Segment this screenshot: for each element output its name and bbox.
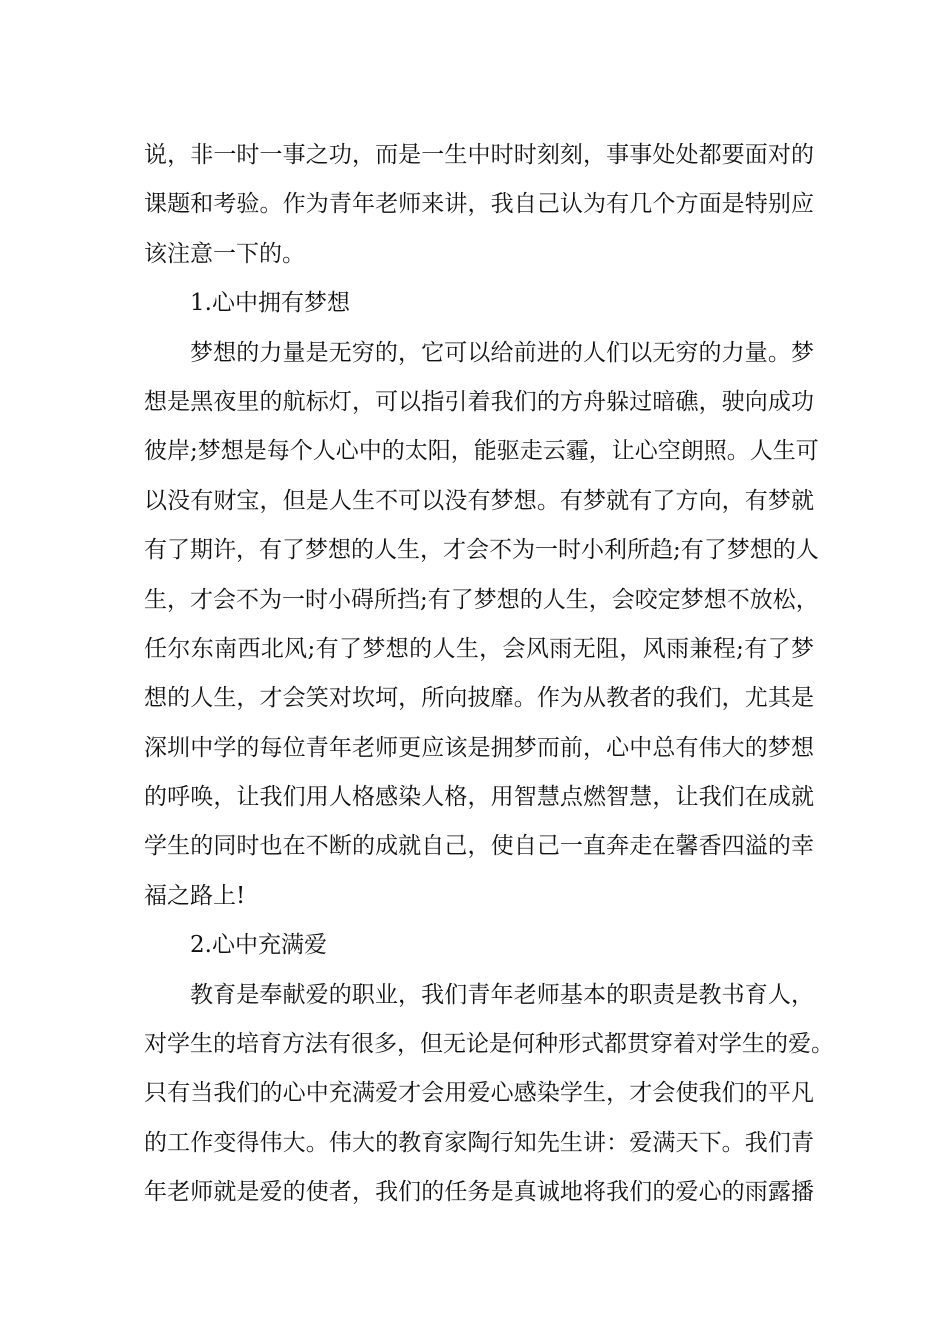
paragraph-line: 的呼唤，让我们用人格感染人格，用智慧点燃智慧，让我们在成就 bbox=[144, 784, 814, 811]
paragraph-line: 深圳中学的每位青年老师更应该是拥梦而前，心中总有伟大的梦想 bbox=[144, 734, 814, 761]
paragraph-line: 福之路上! bbox=[144, 882, 246, 909]
paragraph-line: 想是黑夜里的航标灯，可以指引着我们的方舟躲过暗礁，驶向成功 bbox=[144, 388, 814, 415]
paragraph-line: 有了期许，有了梦想的人生，才会不为一时小利所趋;有了梦想的人 bbox=[144, 537, 819, 564]
paragraph-line: 学生的同时也在不断的成就自己，使自己一直奔走在馨香四溢的幸 bbox=[144, 833, 814, 860]
paragraph-line: 彼岸;梦想是每个人心中的太阳，能驱走云霾，让心空朗照。人生可 bbox=[144, 438, 819, 465]
paragraph-line: 以没有财宝，但是人生不可以没有梦想。有梦就有了方向，有梦就 bbox=[144, 487, 814, 514]
section-heading-1: 1.心中拥有梦想 bbox=[190, 290, 350, 317]
paragraph-line: 只有当我们的心中充满爱才会用爱心感染学生，才会使我们的平凡 bbox=[144, 1080, 814, 1107]
paragraph-line: 对学生的培育方法有很多，但无论是何种形式都贯穿着对学生的爱。 bbox=[144, 1031, 834, 1058]
paragraph-line: 该注意一下的。 bbox=[144, 240, 305, 267]
paragraph-line: 说，非一时一事之功，而是一生中时时刻刻，事事处处都要面对的 bbox=[144, 142, 814, 168]
paragraph-line: 想的人生，才会笑对坎坷，所向披靡。作为从教者的我们，尤其是 bbox=[144, 685, 814, 712]
paragraph-line: 教育是奉献爱的职业，我们青年老师基本的职责是教书育人， bbox=[190, 981, 814, 1008]
paragraph-line: 梦想的力量是无穷的，它可以给前进的人们以无穷的力量。梦 bbox=[190, 339, 814, 366]
paragraph-line: 课题和考验。作为青年老师来讲，我自己认为有几个方面是特别应 bbox=[144, 191, 814, 218]
paragraph-line: 的工作变得伟大。伟大的教育家陶行知先生讲：爱满天下。我们青 bbox=[144, 1129, 814, 1156]
paragraph-line: 年老师就是爱的使者，我们的任务是真诚地将我们的爱心的雨露播 bbox=[144, 1179, 814, 1206]
document-body bbox=[144, 131, 834, 1218]
paragraph-line: 生，才会不为一时小碍所挡;有了梦想的人生，会咬定梦想不放松， bbox=[144, 586, 819, 613]
paragraph-line: 任尔东南西北风;有了梦想的人生，会风雨无阻，风雨兼程;有了梦 bbox=[144, 635, 814, 662]
section-heading-2: 2.心中充满爱 bbox=[190, 932, 327, 959]
